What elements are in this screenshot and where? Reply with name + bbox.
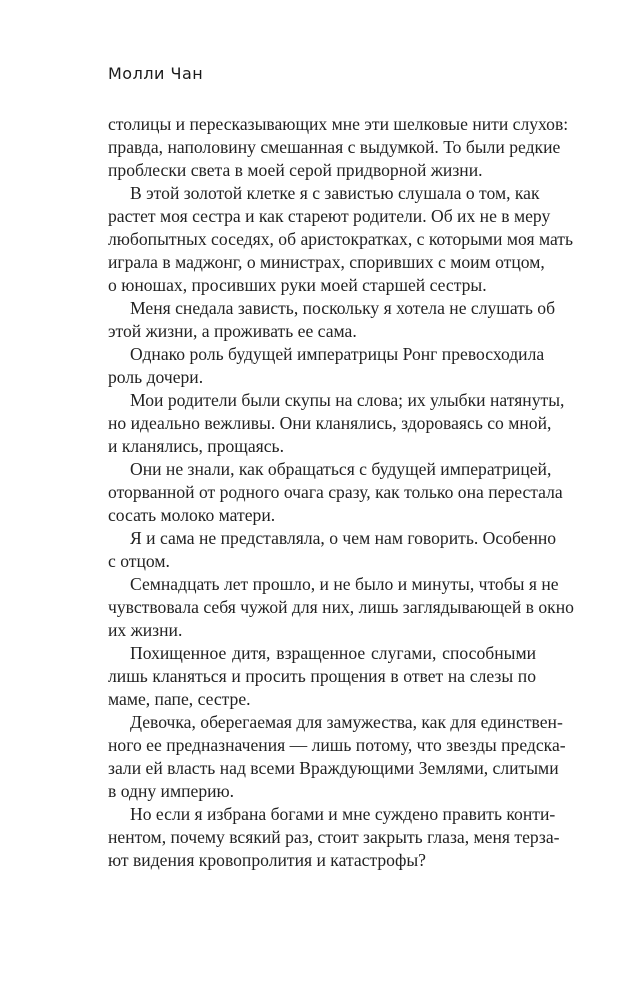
text-line: проблески света в моей серой придворной жизни. — [108, 160, 483, 180]
running-header-author: Молли Чан — [108, 64, 204, 83]
paragraph — [108, 113, 569, 182]
text-line: нентом, почему всякий раз, стоит закрыть глаза, меня терза- — [108, 827, 560, 847]
text-line: Девочка, оберегаемая для замужества, как для единствен- — [130, 712, 563, 732]
paragraph — [108, 803, 560, 872]
paragraph — [108, 573, 574, 642]
paragraph — [108, 527, 557, 573]
paragraph — [108, 343, 545, 389]
text-line: оторванной от родного очага сразу, как только она перестала — [108, 482, 563, 502]
text-line: Я и сама не представляла, о чем нам говорить. Особенно — [130, 528, 557, 548]
text-line: В этой золотой клетке я с завистью слушала о том, как — [130, 183, 540, 203]
text-line: Мои родители были скупы на слова; их улыбки натянуты, — [130, 390, 565, 410]
text-line: но идеально вежливы. Они кланялись, здороваясь со мной, — [108, 413, 552, 433]
text-line: о юношах, просивших руки моей старшей сестры. — [108, 275, 487, 295]
paragraph — [108, 389, 565, 458]
text-line: ют видения кровопролития и катастрофы? — [108, 850, 426, 870]
text-line: Меня снедала зависть, поскольку я хотела не слушать об — [130, 298, 556, 318]
text-line: играла в маджонг, о министрах, споривших с моим отцом, — [108, 252, 545, 272]
text-line: в одну империю. — [108, 781, 235, 801]
text-line: чувствовала себя чужой для них, лишь заглядывающей в окно — [108, 597, 574, 617]
text-line: этой жизни, а проживать ее сама. — [108, 321, 357, 341]
body-text — [108, 113, 574, 872]
paragraph — [108, 711, 566, 803]
text-line: столицы и пересказывающих мне эти шелковые нити слухов: — [108, 114, 569, 134]
text-line: с отцом. — [108, 551, 170, 571]
text-line: зали ей власть над всеми Враждующими Землями, слитыми — [108, 758, 559, 778]
text-line: их жизни. — [108, 620, 183, 640]
text-line: Похищенное дитя, взращенное слугами, способными — [130, 643, 536, 663]
text-line: Семнадцать лет прошло, и не было и минуты, чтобы я не — [130, 574, 559, 594]
text-line: ного ее предназначения — лишь потому, что звезды предска- — [108, 735, 566, 755]
text-line: правда, наполовину смешанная с выдумкой. То были редкие — [108, 137, 561, 157]
text-line: Но если я избрана богами и мне суждено править конти- — [130, 804, 556, 824]
paragraph — [108, 642, 536, 711]
text-line: и кланялись, прощаясь. — [108, 436, 284, 456]
paragraph — [108, 297, 556, 343]
text-line: Однако роль будущей императрицы Ронг превосходила — [130, 344, 545, 364]
text-line: Они не знали, как обращаться с будущей императрицей, — [130, 459, 552, 479]
text-line: лишь кланяться и просить прощения в ответ на слезы по — [108, 666, 536, 686]
text-line: любопытных соседях, об аристократках, с которыми моя мать — [108, 229, 574, 249]
paragraph — [108, 458, 563, 527]
text-line: растет моя сестра и как стареют родители. Об их не в меру — [108, 206, 551, 226]
text-line: роль дочери. — [108, 367, 204, 387]
paragraph — [108, 182, 574, 297]
text-line: маме, папе, сестре. — [108, 689, 251, 709]
text-line: сосать молоко матери. — [108, 505, 276, 525]
